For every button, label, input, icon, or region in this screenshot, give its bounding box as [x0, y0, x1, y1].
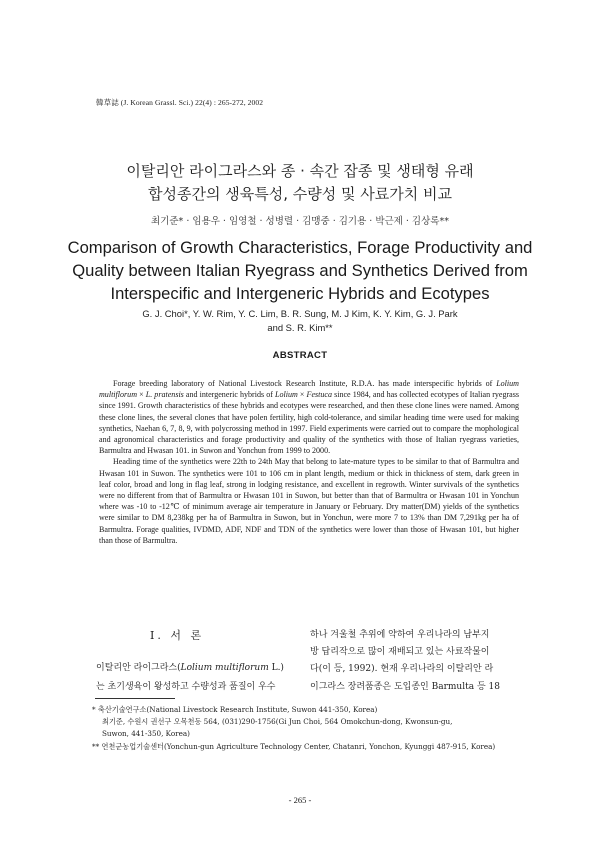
- english-title-line-3: Interspecific and Intergeneric Hybrids and Ecotypes: [110, 284, 490, 303]
- abstract-body: [99, 378, 519, 546]
- korean-title-line-1: 이탈리안 라이그라스와 종 · 속간 잡종 및 생태형 유래: [126, 162, 474, 180]
- korean-title-line-2: 합성종간의 생육특성, 수량성 및 사료가치 비교: [148, 185, 452, 203]
- abstract-heading: ABSTRACT: [272, 350, 328, 361]
- journal-citation: 韓草誌 (J. Korean Grassl. Sci.) 22(4) : 265-272, 2002: [96, 98, 264, 107]
- right-column-line-2: 방 답리작으로 많이 재배되고 있는 사료작물이: [310, 647, 490, 657]
- english-title-line-2: Quality between Italian Ryegrass and Synthetics Derived from: [72, 261, 528, 280]
- abstract-paragraph-1: Forage breeding laboratory of National Livestock Research Institute, R.D.A. has made interspecific hybrids of Lolium multiflorum × L. pratensis and intergeneric hybrids of Lolium × Festuca since 1984, and has collected ecotypes of Italian ryegrass since 1991. Growth characteristics of these hybrids and ecotypes were researched, and then these clone lines were named. Among these clone lines, the several clones that have polen fertility, high cold-tolerance, and similar heading time were used for making synthetics, Naehan 6, 7, 8, 9, with polycrossing method in 1997. Field experiments were carried out to compare the mophological and agronomical characteristics and forage productivity and quality of the synthetics with those of Italian ryegrass varieties, Barmultra and Hwasan 101. in Suwon and Yonchun from 1999 to 2000.: [99, 379, 520, 456]
- footnote-divider: [95, 698, 175, 699]
- section-heading-introduction: I. 서 론: [150, 629, 205, 642]
- abstract-paragraph-2: Heading time of the synthetics were 22th to 24th May that belong to late-mature types to be similar to that of Barmultra and Hwasan 101 in Suwon. The synthetics were 101 to 106 cm in plant length, medium or thick in thickness of stem, dark green in leaf color, broad and long in flag leaf, strong in lodging resistance, and excellent in regrowth. Winter survivals of the synthetics were no different from that of Barmultra or Hwasan 101 in Suwon, but better than that of Barmultra or Hwasan 101 in Yonchun where was -10 to -12℃ of minimum average air temperature in January or February. Dry matter(DM) yields of the synthetics were similar to DM 8,238kg per ha of Barmultra in Suwon, but in Yonchun, were more 7 to 13% than DM 7,291kg per ha of Barmultra. Forage qualities, IVDMD, ADF, NDF and TDN of the synthetics were lower than those of Hwasan 101, but higher than those of Barmultra.: [99, 457, 519, 545]
- footnotes: [92, 704, 532, 753]
- english-authors-line-2: and S. R. Kim**: [267, 322, 333, 333]
- english-authors-line-1: G. J. Choi*, Y. W. Rim, Y. C. Lim, B. R. Sung, M. J Kim, K. Y. Kim, G. J. Park: [142, 308, 458, 319]
- left-column-line-1: 이탈리안 라이그라스(Lolium multiflorum L.): [96, 663, 284, 673]
- footnote-1-address-cont: Suwon, 441-350, Korea): [102, 729, 190, 739]
- left-column-line-2: 는 초기생육이 왕성하고 수량성과 품질이 우수: [96, 682, 276, 692]
- right-column-line-4: 이그라스 장려품종은 도입종인 Barmulta 등 18: [310, 682, 500, 692]
- footnote-2: ** 연천군농업기술센터(Yonchun-gun Agriculture Technology Center, Chatanri, Yonchon, Kyunggi 487-915, Korea): [92, 741, 496, 751]
- english-title-line-1: Comparison of Growth Characteristics, Forage Productivity and: [67, 238, 533, 257]
- footnote-1-address: 최기준, 수원시 권선구 오목천동 564, (031)290-1756(Gi Jun Choi, 564 Omokchun-dong, Kwonsun-gu,: [102, 717, 453, 727]
- korean-authors: 최기준* · 임용우 · 임영철 · 성병렬 · 김맹중 · 김기용 · 박근제 · 김상록**: [151, 216, 449, 227]
- right-column-line-3: 다(이 등, 1992). 현재 우리나라의 이탈리안 라: [310, 664, 494, 674]
- page-number: - 265 -: [288, 795, 312, 805]
- footnote-1: * 축산기술연구소(National Livestock Research Institute, Suwon 441-350, Korea): [92, 705, 378, 714]
- right-column-line-1: 하나 겨울철 추위에 약하여 우리나라의 남부지: [310, 630, 490, 640]
